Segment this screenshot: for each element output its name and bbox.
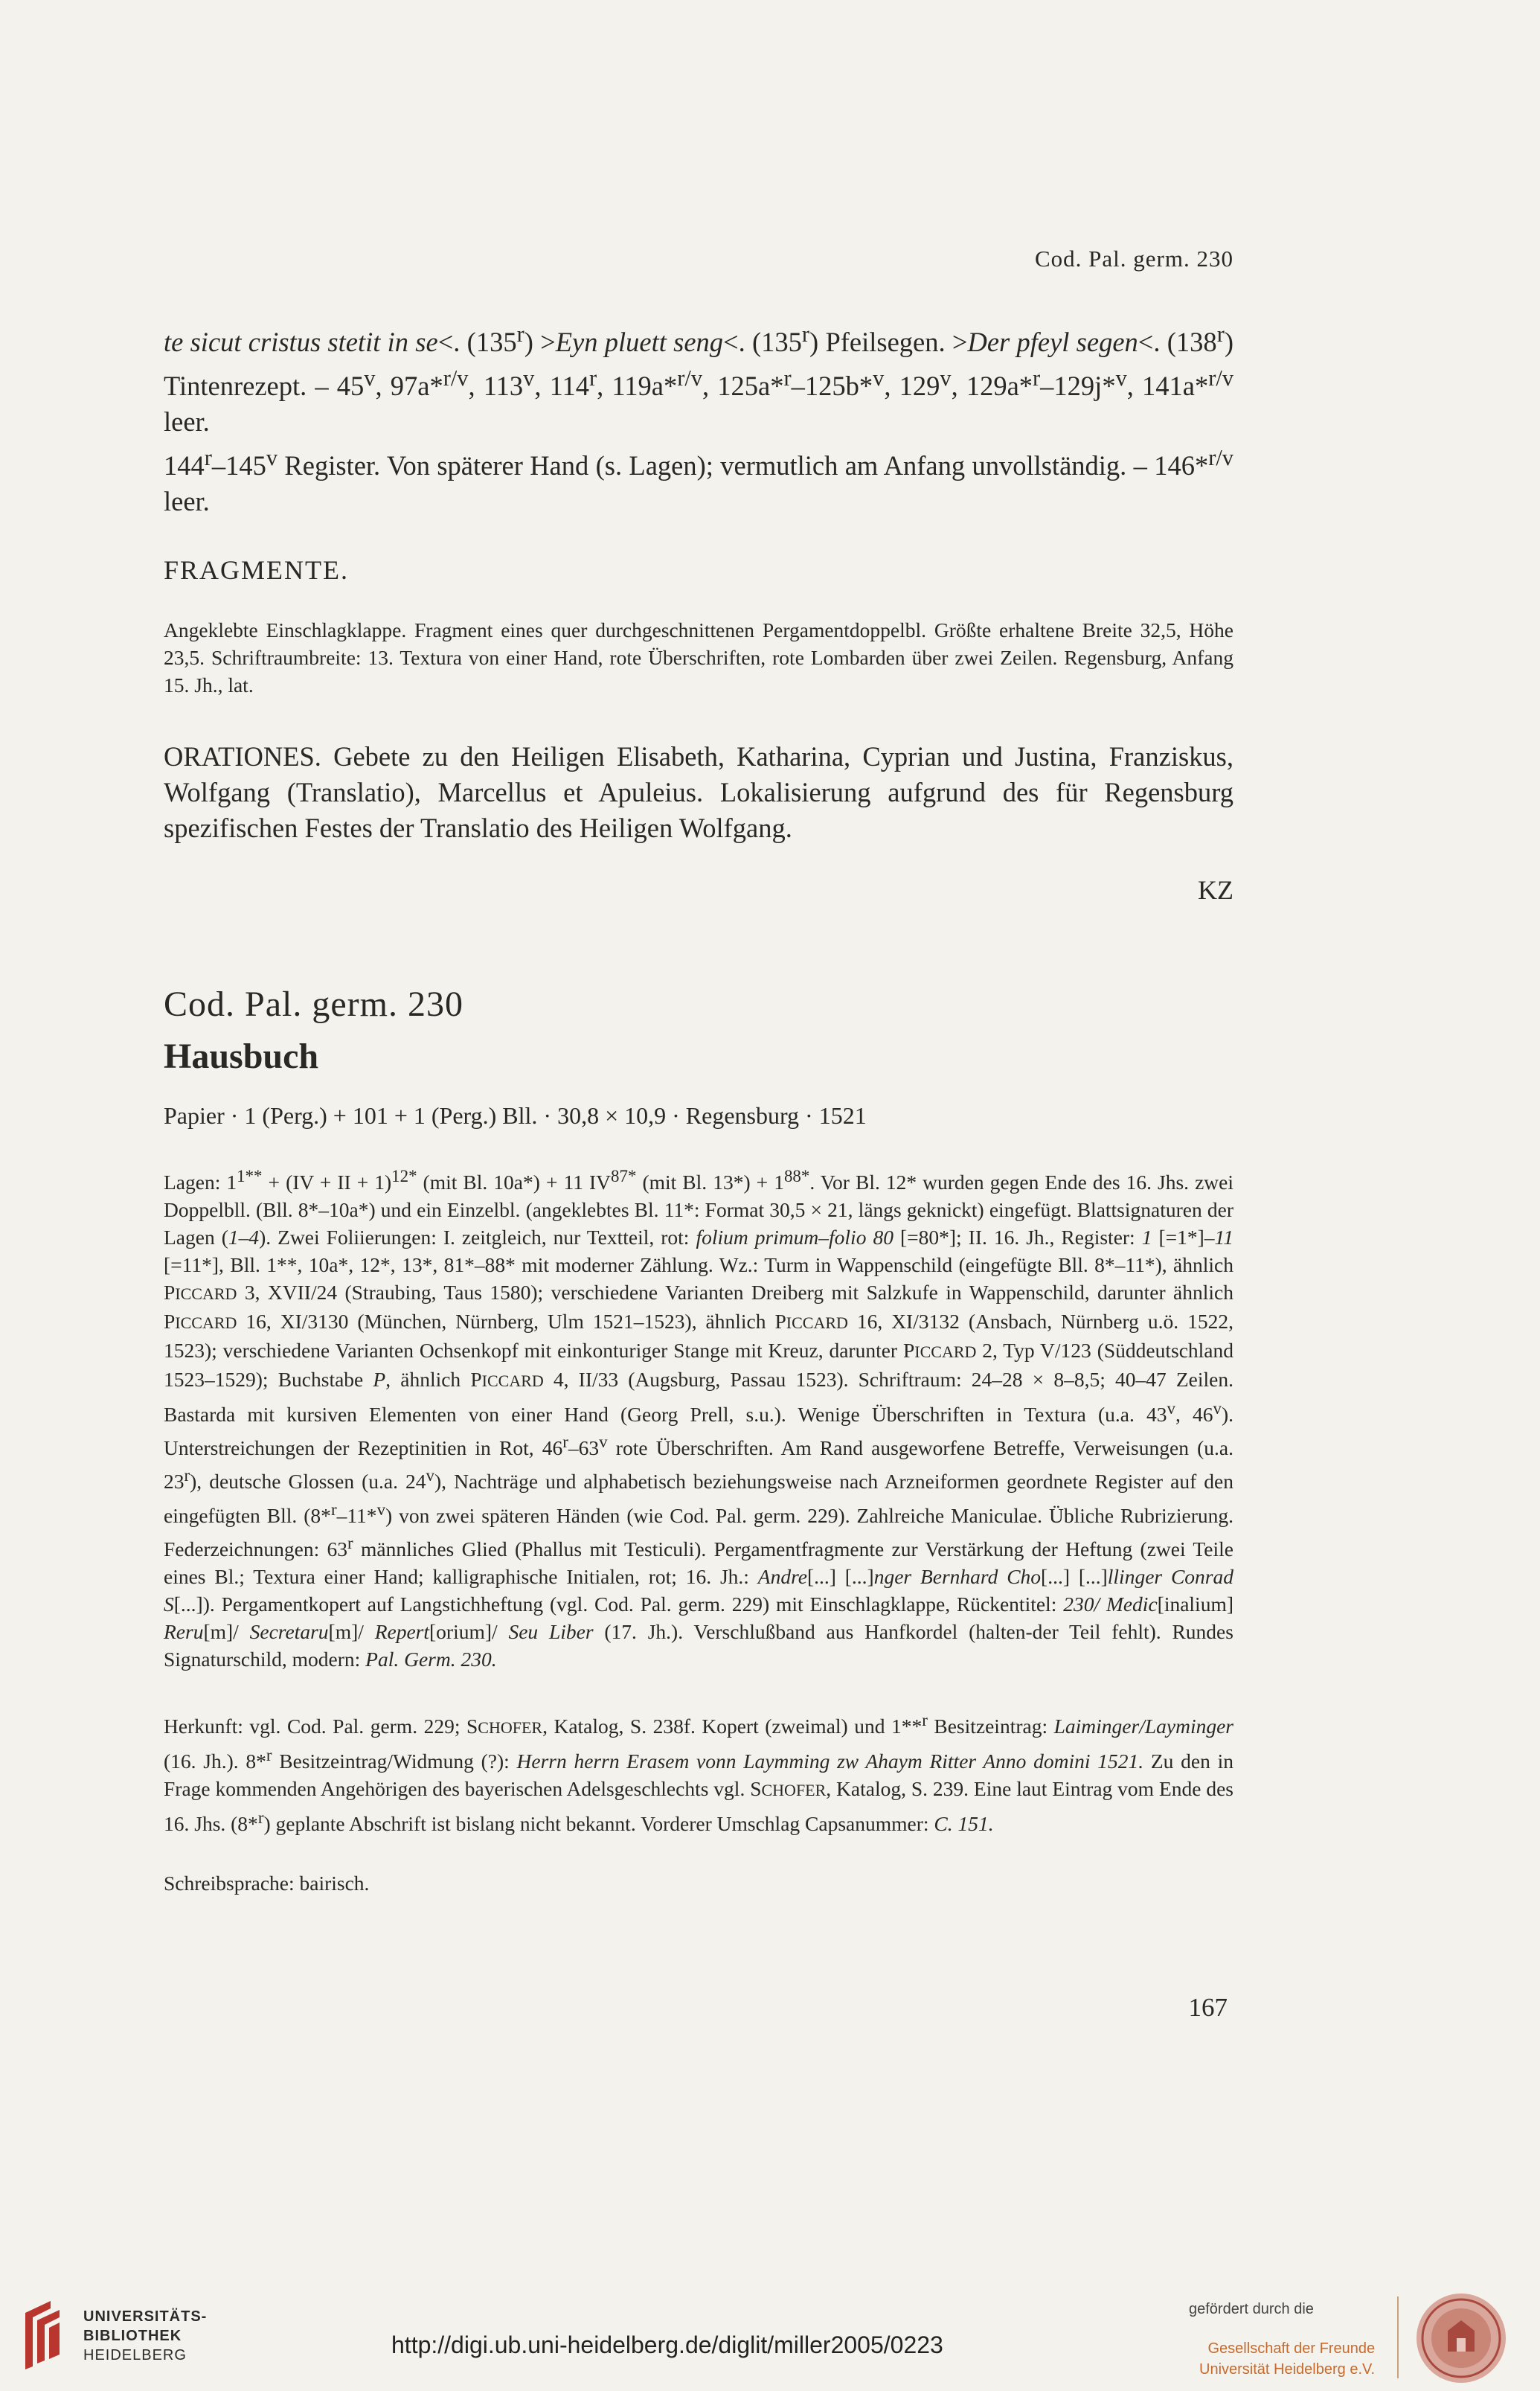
contents-paragraph-2: 144$^r$–145$^v$ Register. Von späterer Hand (s. Lagen); vermutlich am Anfang unvollständig. – 146*$^{r/v}$ leer. xyxy=(164,445,1233,517)
previous-entry-continuation xyxy=(164,316,1233,519)
lagen-description: Lagen: $1^{1**} + (IV$ + II + 1)$^{12*}$ (mit Bl. 10a*) + 11 $IV^{87*}$ (mit Bl. $13*) + 1^{88*}$. Vor Bl. 12* wurden gegen Ende des 16. Jhs. zwei Doppelbll. (Bll. 8*–10a*) und ein Einzelbl. (angeklebtes Bl. 11*: Format 30,5 × 21, längs geknickt) eingefügt. Blattsignaturen der Lagen (1–4). Zwei Foliierungen: I. zeitgleich, nur Textteil, rot: folium primum–folio 80 [=80*]; II. 16. Jh., Register: 1 [=1*]–11 [=11*], Bll. 1**, 10a*, 12*, 13*, 81*–88* mit moderner Zählung. Wz.: Turm in Wappenschild (eingefügte Bll. 8*–11*), ähnlich PICCARD 3, XVII/24 (Straubing, Taus 1580); verschiedene Varianten Dreiberg mit Salzkufe in Wappenschild, darunter ähnlich PICCARD 16, XI/3130 (München, Nürnberg, Ulm 1521–1523), ähnlich PICCARD 16, XI/3132 (Ansbach, Nürnberg u.ö. 1522, 1523); verschiedene Varianten Ochsenkopf mit einkonturiger Stange mit Kreuz, darunter PICCARD 2, Typ V/123 (Süddeutschland 1523–1529); Buchstabe P, ähnlich PICCARD 4, II/33 (Augsburg, Passau 1523). Schriftraum: 24–28 × 8–8,5; 40–47 Zeilen. Bastarda mit kursiven Elementen von einer Hand (Georg Prell, s.u.). Wenige Überschriften in Textura (u.a. 43$^v$, 46$^v$). Unterstreichungen der Rezeptinitien in Rot, 46$^r$–63$^v$ rote Überschriften. Am Rand ausgeworfene Betreffe, Verweisungen (u.a. 23$^r$), deutsche Glossen (u.a. 24$^v$), Nachträge und alphabetisch beziehungsweise nach Arzneiformen geordnete Register auf den eingefügten Bll. (8*$^r$–11*$^v$) von zwei späteren Händen (wie Cod. Pal. germ. 229). Zahlreiche Maniculae. Übliche Rubrizierung. Federzeichnungen: 63$^r$ männliches Glied (Phallus mit Testiculi). Pergamentfragmente zur Verstärkung der Heftung (zwei Teile eines Bl.; Textura einer Hand; kalligraphische Initialen, rot; 16. Jh.: Andre[...] [...]nger Bernhard Cho[...] [...]llinger Conrad S[...]). Pergamentkopert auf Langstichheftung (vgl. Cod. Pal. germ. 229) mit Einschlagklappe, Rückentitel: 230/ Medic[inalium] Reru[m]/ Secretaru[m]/ Repert[orium]/ Seu Liber (17. Jh.). Verschlußband aus Hanfkordel (halten-der Teil fehlt). Rundes Signaturschild, modern: Pal. Germ. 230. xyxy=(164,1167,1234,1671)
library-name: UNIVERSITÄTS- BIBLIOTHEK HEIDELBERG xyxy=(83,2308,208,2363)
digital-copy-url[interactable]: http://digi.ub.uni-heidelberg.de/diglit/miller2005/0223 xyxy=(391,2331,943,2358)
herkunft-section: Herkunft: vgl. Cod. Pal. germ. 229; SCHOFER, Katalog, S. 238f. Kopert (zweimal) und 1**$^r$ Besitzeintrag: Laiminger/Layminger (16. Jh.). 8*$^r$ Besitzeintrag/Widmung (?): Herrn herrn Erasem vonn Laymming zw Ahaym Ritter Anno domini 1521. Zu den in Frage kommenden Angehörigen des bayerischen Adelsgeschlechts vgl. SCHOFER, Katalog, S. 239. Eine laut Eintrag vom Ende des 16. Jhs. (8*$^r$) geplante Abschrift ist bislang nicht bekannt. Vorderer Umschlag Capsanummer: C. 151. xyxy=(164,1711,1233,1836)
sponsor-name: Gesellschaft der Freunde Universität Heidelberg e.V. xyxy=(1199,2340,1376,2378)
contents-paragraph-1: te sicut cristus stetit in se<. $(135^r) >Eyn$ pluett seng<. (135$^r$) Pfeilsegen. >Der pfeyl segen<. (138$^r$) Tintenrezept. – 45$^v$, 97a*$^{r/v}$, 113$^v$, 114$^r$, 119a*$^{r/v}$, 125a*$^r$–125b*$^v$, 129$^v$, 129a*$^r$–129j*$^v$, 141a*$^{r/v}$ leer. xyxy=(164,321,1234,438)
entry-title: Hausbuch xyxy=(164,1037,319,1076)
library-logo-icon xyxy=(21,2298,64,2372)
fragmente-heading: FRAGMENTE. xyxy=(164,555,350,585)
schreibsprache: Schreibsprache: bairisch. xyxy=(164,1872,370,1895)
fragmente-description: Angeklebte Einschlagklappe. Fragment eines quer durchgeschnittenen Pergamentdoppelbl. Größte erhaltene Breite 32,5, Höhe 23,5. Schriftraumbreite: 13. Textura von einer Hand, rote Überschriften, rote Lombarden über zwei Zeilen. Regensburg, Anfang 15. Jh., lat. xyxy=(164,618,1233,697)
shelfmark: Cod. Pal. germ. 230 xyxy=(164,985,463,1024)
orationes-section: ORATIONES. Gebete zu den Heiligen Elisabeth, Katharina, Cyprian und Justina, Franziskus, Wolfgang (Translatio), Marcellus et Apuleius. Lokalisierung aufgrund des für Regensburg spezifischen Festes der Translatio des Heiligen Wolfgang. xyxy=(164,741,1233,843)
university-seal-icon xyxy=(1415,2292,1507,2384)
footer-divider xyxy=(1397,2296,1399,2378)
running-head: Cod. Pal. germ. 230 xyxy=(1035,246,1233,272)
digitization-footer xyxy=(0,2270,1540,2391)
sponsor-label: gefördert durch die xyxy=(1189,2301,1314,2317)
page-number: 167 xyxy=(1188,1993,1228,2022)
author-signature: KZ xyxy=(1198,875,1233,905)
summary-line: Papier · 1 (Perg.) + 101 + 1 (Perg.) Bll. · 30,8 × 10,9 · Regensburg · 1521 xyxy=(164,1102,867,1129)
